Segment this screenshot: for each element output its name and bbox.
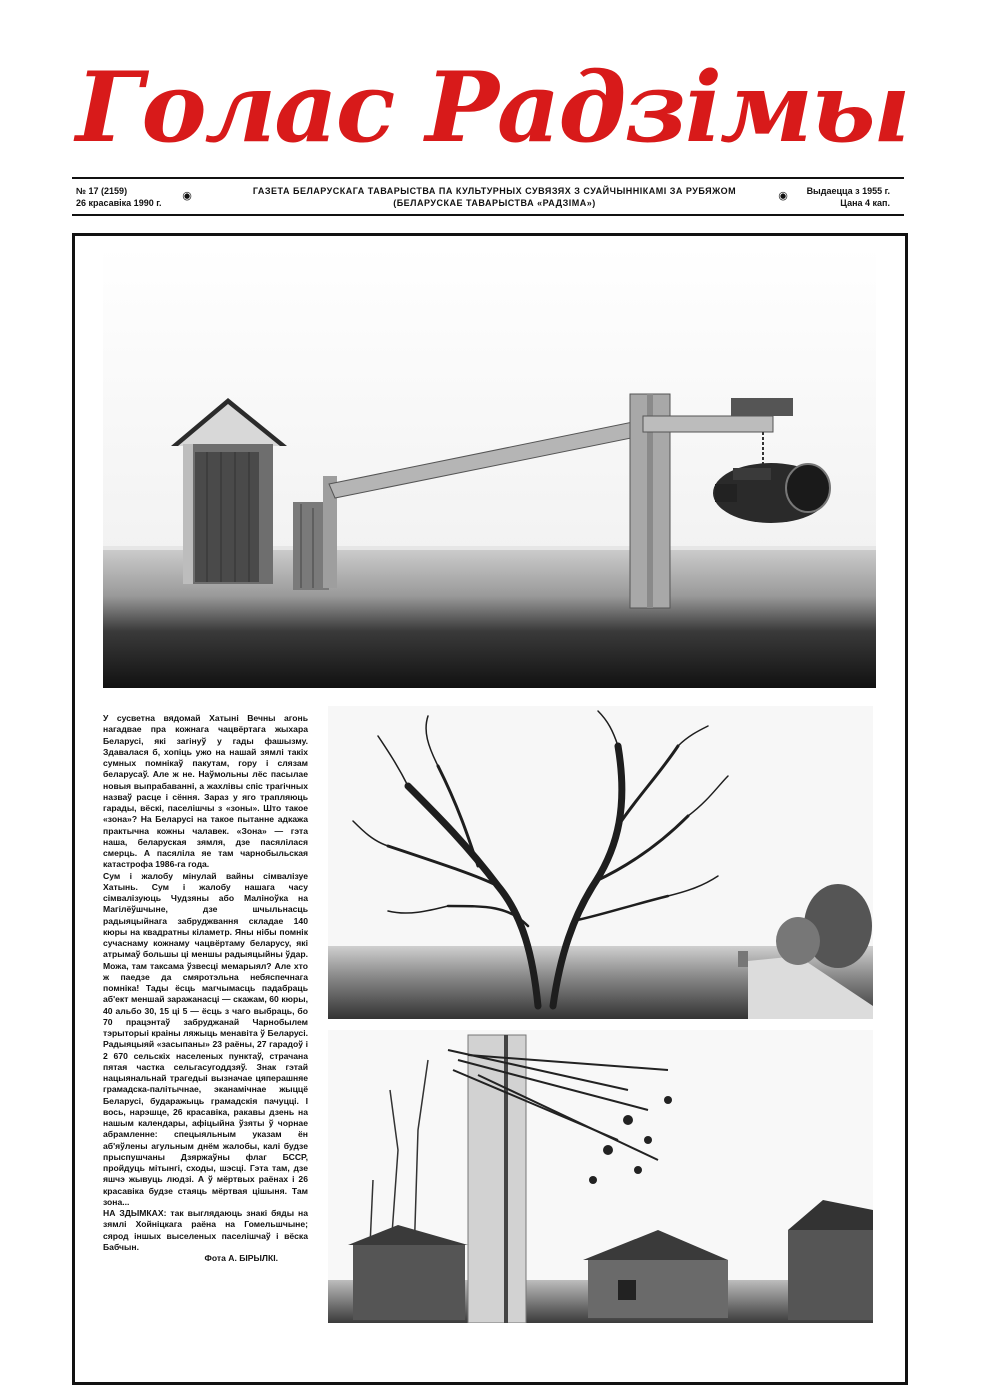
masthead-rule-top xyxy=(72,177,904,179)
well-sweep-photo xyxy=(103,246,876,688)
pole-branches-photo xyxy=(328,1030,873,1323)
article xyxy=(103,713,308,1264)
photo-top xyxy=(103,246,876,688)
photo-bottom xyxy=(328,1030,873,1323)
issue-date: 26 красавіка 1990 г. xyxy=(76,198,162,208)
article-paragraph: Сум і жалобу мінулай вайны сімвалізуе Хатынь. Сум і жалобу нашага часу сімвалізуюць Чудзяны або Маліноўка на Магілёўшчыне, дзе шчыльнасць радыяцыйнага забруджвання складае 140 кюры на квадратны кіламетр. Яны нібы помнік сучаснаму кожнаму чацвёртаму беларусу, які атрымаў большы ці меншы радыяцыйны ўдар. Можа, там таксама ўзвесці мемарыял? Але хто ж паедзе да смяротэльна небяспечнага помніка! Тады ёсць магчымасць падабраць аб'ект меншай заражанасці — скажам, 60 кюры, 40 альбо 30, 15 ці 5 — ёсць з чаго выбраць, бо 70 працэнтаў забруджанай Чарнобылем тэрыторыі краіны ляжыць менавіта ў Беларусі. Радыяцыяй «засыпаны» 23 раёны, 27 гарадоў і 2 670 сельскіх населеных пунктаў, страчана пятая частка сельгасугоддзяў. Знак гэтай нацыянальнай трагедыі вызначае цяперашняе грамадска-палітычнае, эканамічнае жыццё Беларусі, бударажыць грамадскія пачуцці. І вось, нарэшце, 26 красавіка, ракавы дзень на нашым календары, афіцыйна ўзяты ў чорнае абрамленне: спецыяльным указам ён аб'яўлены агульным днём жалобы, калі будзе прыспушчаны Дзяржаўны флаг БССР, пройдуць мітынгі, сходы, шэсці. Гэта там, дзе яшчэ жывуць людзі. А ў мёртвых раёнах і 26 красавіка будзе стаяць мёртвая цішыня. Там зона... xyxy=(103,870,308,1207)
issue-number: № 17 (2159) xyxy=(76,186,128,196)
bullet-icon: ◉ xyxy=(778,190,788,202)
issue-info xyxy=(76,185,162,209)
newspaper-description xyxy=(232,185,757,209)
description-line-1: ГАЗЕТА БЕЛАРУСКАГА ТАВАРЫСТВА ПА КУЛЬТУРНЫХ СУВЯЗЯХ З СУАЙЧЫННІКАМІ ЗА РУБЯЖОМ xyxy=(252,186,737,196)
masthead xyxy=(70,48,915,168)
bullet-icon: ◉ xyxy=(182,190,192,202)
photo-middle xyxy=(328,706,873,1019)
founded-year: Выдаецца з 1955 г. xyxy=(806,186,890,196)
founded-price xyxy=(807,185,890,209)
bare-tree-photo xyxy=(328,706,873,1019)
price: Цана 4 кап. xyxy=(840,198,890,208)
masthead-rule-bottom xyxy=(72,214,904,216)
article-paragraph: У сусветна вядомай Хатыні Вечны агонь нагадвае пра кожнага чацвёртага жыхара Беларусі, які загінуў у гады фашызму. Здавалася б, хопіць ужо на нашай зямлі такіх сумных помнікаў пакутам, гору і слязам беларусаў. Але ж не. Наўмольны лёс пасылае новыя выпрабаванні, а жахлівы спіс трагічных назваў расце і сёння. Зараз у яго трапляюць гарады, вёскі, паселішчы з «зоны». Што такое «зона»? На Беларусі на такое пытанне адкажа практычна кожны чалавек. «Зона» — гэта наша, беларуская зямля, дзе пасялілася смерць. А пасяліла яе там чарнобыльская катастрофа 1986-га года. xyxy=(103,713,308,870)
issue-info-bar xyxy=(72,183,904,211)
photo-credit: Фота А. БІРЫЛКІ. xyxy=(204,1253,278,1263)
photo-caption: НА ЗДЫМКАХ: так выглядаюць знакі бяды на зямлі Хойніцкага раёна на Гомельшчыне; сярод іншых выселеных паселішчаў і вёска Бабчын. xyxy=(103,1208,308,1252)
description-line-2: (БЕЛАРУСКАЕ ТАВАРЫСТВА «РАДЗІМА») xyxy=(393,198,596,208)
newspaper-title: Голас Радзімы xyxy=(76,51,909,164)
